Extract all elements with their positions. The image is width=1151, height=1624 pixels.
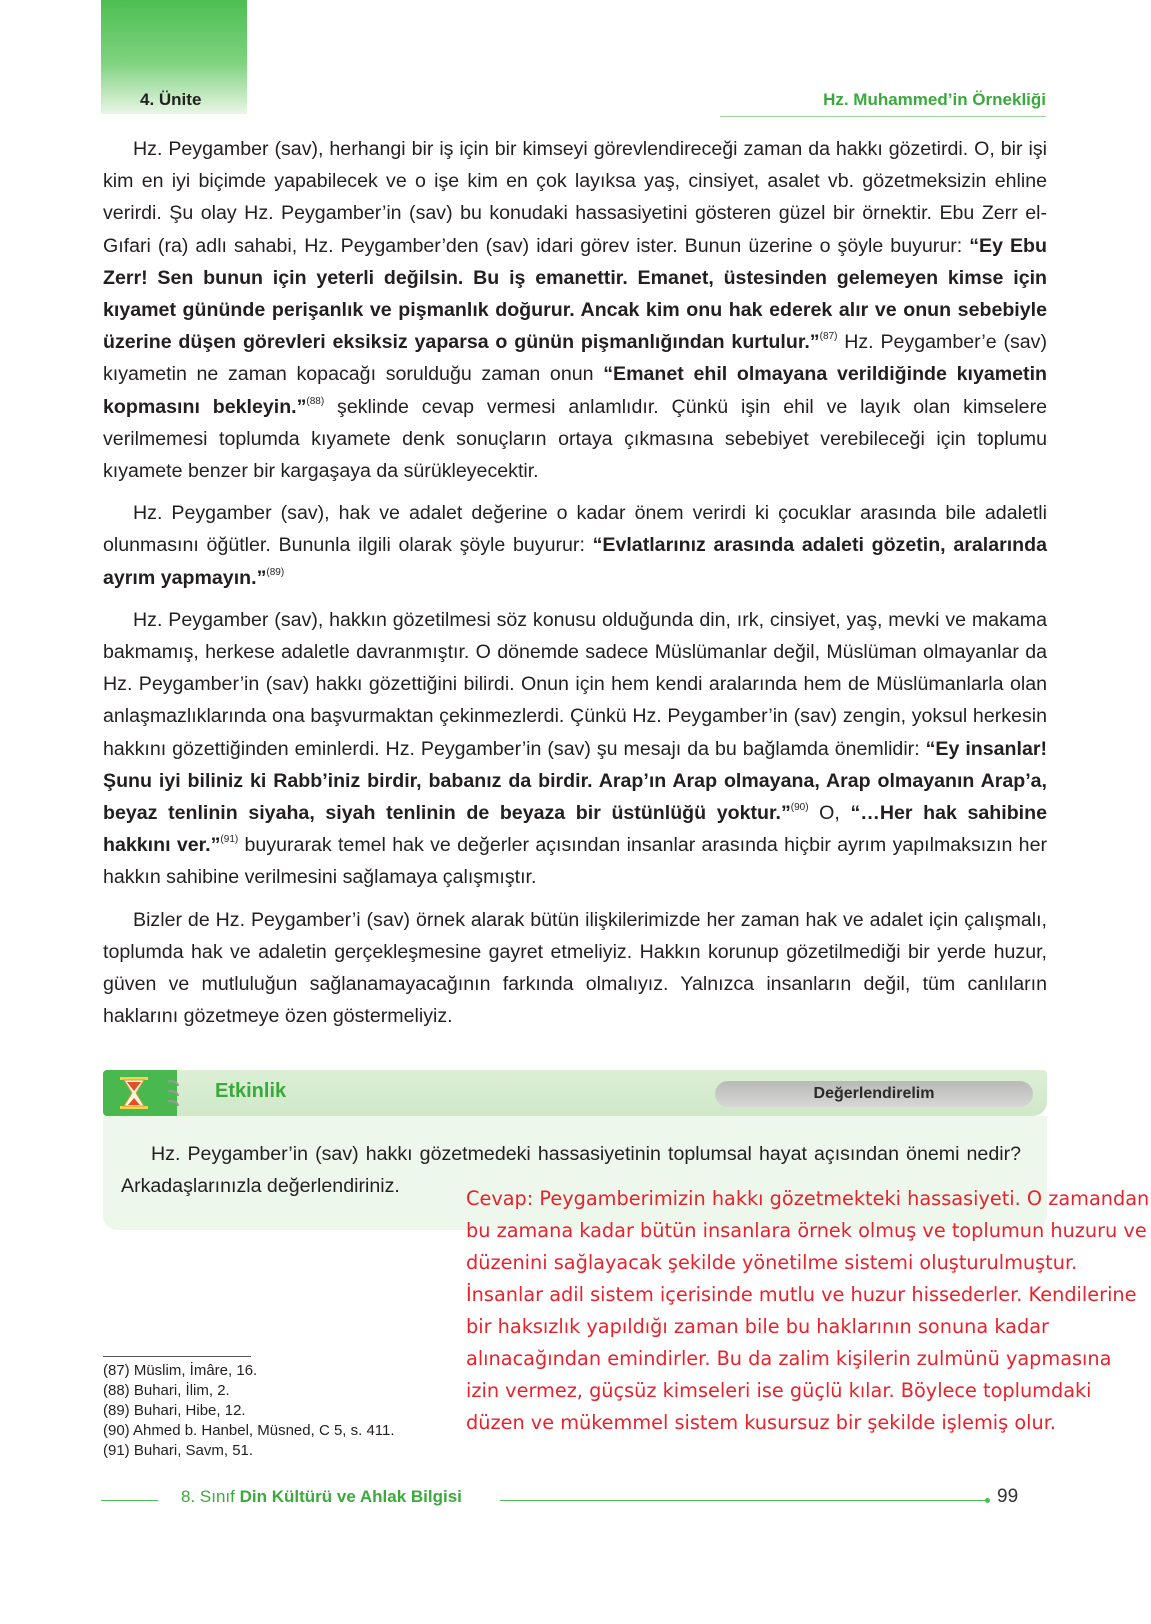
- footnote-89: (89) Buhari, Hibe, 12.: [103, 1402, 246, 1419]
- hadith-quote: “Ey Ebu Zerr! Sen bunun için yeterli değilsin. Bu iş emanettir. Emanet, üstesinden gelemeyen kimse için kıyamet gününde perişanlık ve pişmanlık doğurur. Ancak kim onu hak ederek alır ve onun sebebiyle üzerine düşen görevleri eksiksiz yaparsa o günün pişmanlığından kurtulur.”: [103, 234, 1047, 354]
- footnotes: [103, 1361, 395, 1461]
- text-run: Hz. Peygamber (sav), hakkın gözetilmesi söz konusu olduğunda din, ırk, cinsiyet, yaş, mevki ve makama bakmamış, herkese adaletle davranmıştır. O dönemde sadece Müslümanlar değil, Müslüman olmayanlar da Hz. Peygamber’in (sav) hakkı gözettiğini bilirdi. Onun için hem kendi aralarında hem de Müslümanlarla olan anlaşmazlıklarında ona başvurmaktan çekinmezlerdi. Çünkü Hz. Peygamber’in (sav) zengin, yoksul herkesin hakkını gözettiğinden eminlerdi. Hz. Peygamber’in (sav) şu mesajı da bu bağlamda önemlidir:: [103, 608, 1047, 760]
- handwritten-answer: Cevap: Peygamberimizin hakkı gözetmekteki hassasiyeti. O zamandan bu zamana kadar bütün insanlara örnek olmuş ve toplumun huzuru ve düzenini sağlayacak şekilde yönetilme sistemi oluşturulmuştur. İnsanlar adil sistem içerisinde mutlu ve huzur hissederler. Kendilerine bir haksızlık yapıldığı zaman bile bu haklarının sonuna kadar alınacağından emindirler. Bu da zalim kişilerin zulmünü yapmasına izin vermez, güçsüz kimseleri ise güçlü kılar. Böylece toplumdaki düzen ve mükemmel sistem kusursuz bir şekilde işlemiş olur.: [466, 1187, 1150, 1434]
- binder-rings-icon: [166, 1075, 180, 1111]
- footnote-91: (91) Buhari, Savm, 51.: [103, 1442, 254, 1459]
- hadith-quote: “Emanet ehil olmayana verildiğinde kıyametin kopmasını bekleyin.”: [103, 363, 1047, 418]
- main-text: [103, 133, 1047, 1042]
- paragraph: [103, 604, 1047, 894]
- chapter-title: Hz. Muhammed’in Örnekliği: [823, 90, 1046, 109]
- footer-dot: [985, 1498, 990, 1503]
- footer-grade: 8. Sınıf: [181, 1487, 235, 1506]
- hadith-quote: “Ey insanlar! Şunu iyi biliniz ki Rabb’iniz birdir, babanız da birdir. Arap’ın Arap olmayana, Arap olmayanın Arap’a, beyaz tenlinin siyaha, siyah tenlinin de beyaza bir üstünlüğü yoktur.”: [103, 737, 1048, 825]
- footnote-ref: (90): [790, 802, 809, 814]
- text-run: O,: [808, 802, 851, 825]
- text-run: Hz. Peygamber’e (sav) kıyametin ne zaman kopacağı sorulduğu zaman onun: [103, 331, 1047, 386]
- footer-line-left: [101, 1500, 158, 1501]
- footnote-rule: [103, 1356, 251, 1357]
- footnote-ref: (88): [306, 395, 325, 407]
- text-run: Hz. Peygamber (sav), herhangi bir iş için bir kimseyi görevlendireceği zaman da hakkı gözetirdi. O, bir işi kim en iyi biçimde yapabilecek ve o işe kim en çok layıksa yaş, cinsiyet, asalet vb. gözetmeksizin ehline verirdi. Şu olay Hz. Peygamber’in (sav) bu konudaki hassasiyetini gösteren güzel bir örnektir. Ebu Zerr el-Gıfari (ra) adlı sahabi, Hz. Peygamber’den (sav) idari görev ister. Bunun üzerine o şöyle buyurur:: [103, 138, 1047, 257]
- footnote-88: (88) Buhari, İlim, 2.: [103, 1382, 230, 1399]
- footnote-ref: (91): [220, 834, 239, 846]
- unit-label: 4. Ünite: [140, 90, 202, 109]
- footnote-87: (87) Müslim, İmâre, 16.: [103, 1362, 258, 1379]
- footer-subject: Din Kültürü ve Ahlak Bilgisi: [239, 1487, 462, 1506]
- activity-header: [103, 1070, 1047, 1116]
- footer-book-title: [181, 1487, 462, 1507]
- text-run: şeklinde cevap vermesi anlamlıdır. Çünkü işin ehil ve layık olan kimselere verilmemesi toplumda kıyamete denk sonuçların ortaya çıkmasına sebebiyet verebileceği için toplumu kıyamete benzer bir kargaşaya da sürükleyecektir.: [103, 395, 1047, 483]
- footnote-ref: (87): [819, 331, 838, 343]
- hadith-quote: “…Her hak sahibine hakkını ver.”: [103, 802, 1047, 857]
- activity-title: Etkinlik: [215, 1080, 287, 1102]
- chapter-underline: [720, 116, 1046, 117]
- text-run: Bizler de Hz. Peygamber’i (sav) örnek alarak bütün ilişkilerimizde her zaman hak ve adalet için çalışmalı, toplumda hak ve adaletin gerçekleşmesine gayret etmeliyiz. Hakkın korunup gözetilmediği bir yerde huzur, güven ve mutluluğun sağlanamayacağının farkında olmalıyız. Yalnızca insanların değil, tüm canlıların haklarını gözetmeye özen göstermeliyiz.: [103, 908, 1047, 1028]
- paragraph: [103, 133, 1047, 487]
- paragraph: [103, 497, 1047, 594]
- footnote-90: (90) Ahmed b. Hanbel, Müsned, C 5, s. 411.: [103, 1422, 395, 1439]
- activity-question: Hz. Peygamber’in (sav) hakkı gözetmedeki hassasiyetinin toplumsal hayat açısından önemi nedir? Arkadaşlarınızla değerlendiriniz.: [121, 1143, 1021, 1197]
- text-run: Hz. Peygamber (sav), hak ve adalet değerine o kadar önem verirdi ki çocuklar arasında bile adaletli olunmasını öğütler. Bununla ilgili olarak şöyle buyurur:: [103, 502, 1047, 557]
- page-number: 99: [997, 1486, 1019, 1507]
- footnote-ref: (89): [266, 566, 285, 578]
- paragraph: [103, 904, 1047, 1033]
- activity-badge: Değerlendirelim: [715, 1081, 1033, 1107]
- hadith-quote: “Evlatlarınız arasında adaleti gözetin, aralarında ayrım yapmayın.”: [103, 534, 1047, 589]
- footer-line-right: [500, 1500, 987, 1501]
- text-run: buyurarak temel hak ve değerler açısından insanlar arasında hiçbir ayrım yapılmaksızın her hakkın sahibine verilmesini sağlamaya çalışmıştır.: [103, 834, 1047, 889]
